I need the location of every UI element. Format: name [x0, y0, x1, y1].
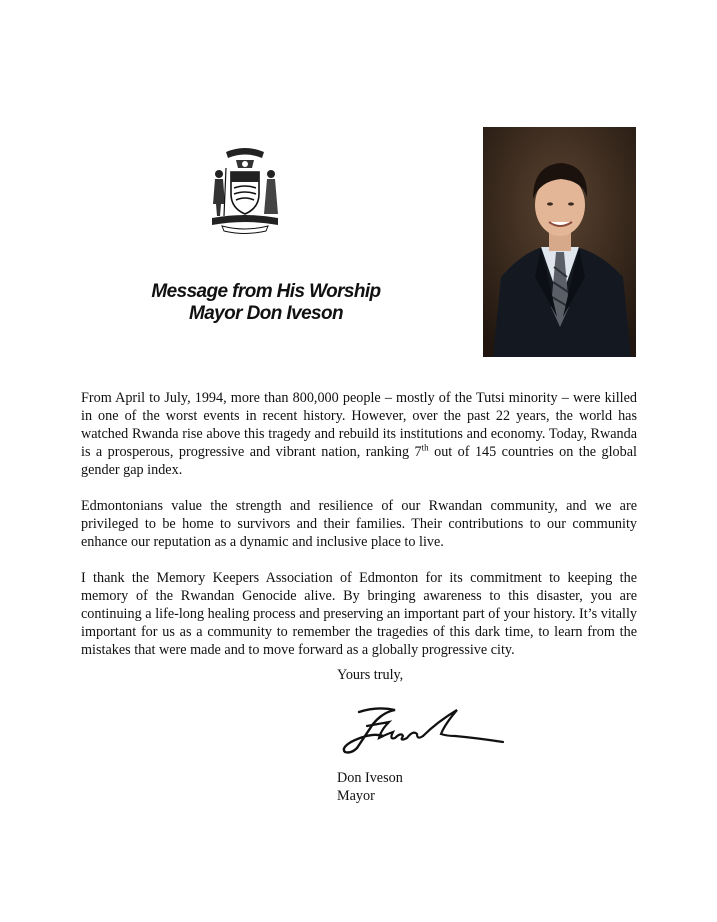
city-crest-logo — [206, 142, 284, 234]
paragraph-1-text: From April to July, 1994, more than 800,000 people – mostly of the Tutsi minority – were killed in one of the worst events in recent history. However, over the past 22 years, the world has watched Rwanda rise above this tragedy and rebuild its institutions and economy. Today, Rwanda is a prosperous, progressive and vibrant nation, ranking 7 — [81, 390, 637, 460]
paragraph-1 — [81, 389, 637, 479]
closing-salutation: Yours truly, — [337, 667, 404, 683]
paragraph-3: I thank the Memory Keepers Association of Edmonton for its commitment to keeping the memory of the Rwandan Genocide alive. By bringing awareness to this disaster, you are continuing a life-long healing process and preserving an important part of your history. It’s vitally important for us as a community to remember the tragedies of this dark time, to learn from the mistakes that were made and to move forward as a globally progressive city. — [81, 570, 637, 658]
mayor-portrait-photo — [483, 127, 636, 357]
page-title — [120, 281, 412, 325]
title-line-2: Mayor Don Iveson — [188, 303, 344, 324]
paragraph-2: Edmontonians value the strength and resilience of our Rwandan community, and we are privileged to be home to survivors and their families. Their contributions to our community enhance our reputation as a dynamic and inclusive place to live. — [81, 498, 637, 550]
signatory-title: Mayor — [337, 788, 375, 804]
letter-body — [81, 389, 637, 677]
paragraph-1-text-end: out of 145 countries on the global gender gap index. — [81, 444, 637, 478]
title-line-1: Message from His Worship — [151, 281, 381, 302]
ordinal-suffix: th — [421, 442, 429, 453]
signatory-name: Don Iveson — [337, 770, 403, 786]
handwritten-signature — [337, 702, 507, 762]
